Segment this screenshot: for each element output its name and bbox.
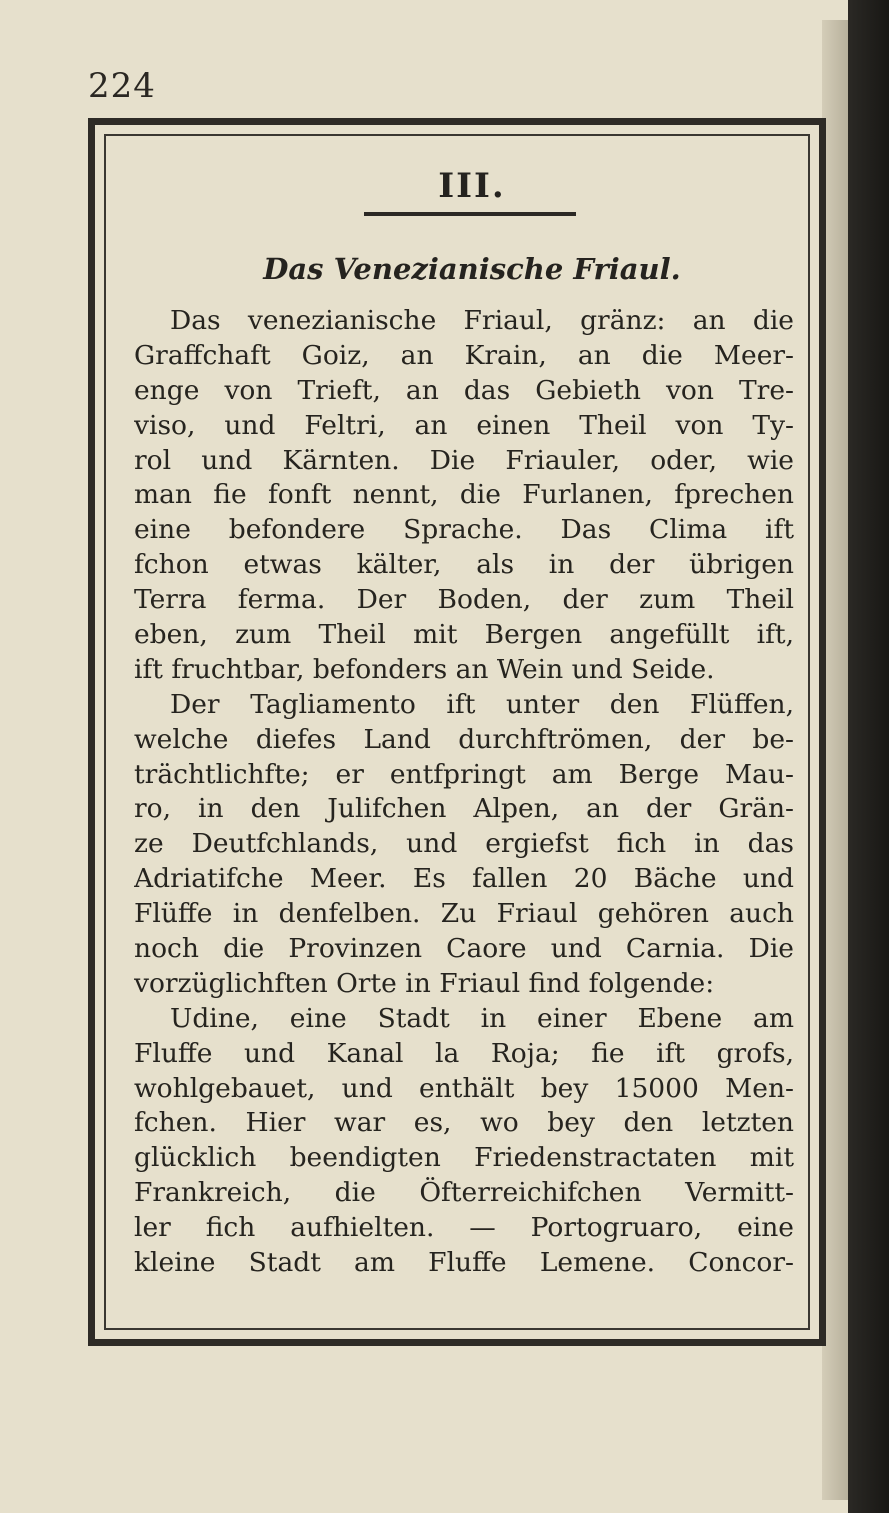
text-line: fchon etwas kälter, als in der übrigen bbox=[134, 549, 794, 581]
text-line: ift fruchtbar, befonders an Wein und Seide. bbox=[134, 653, 715, 685]
text-line: kleine Stadt am Fluffe Lemene. Concor- bbox=[134, 1247, 794, 1279]
text-line: noch die Provinzen Caore und Carnia. Die bbox=[134, 933, 794, 965]
text-line: enge von Trieft, an das Gebieth von Tre- bbox=[134, 374, 794, 406]
text-line: ler fich aufhielten. — Portogruaro, eine bbox=[134, 1212, 794, 1244]
text-line: glücklich beendigten Friedenstractaten mit bbox=[134, 1142, 794, 1174]
text-line: ro, in den Julifchen Alpen, an der Grän- bbox=[134, 793, 794, 825]
text-line: Das venezianische Friaul, gränz: an die bbox=[170, 305, 794, 336]
text-line: Graffchaft Goiz, an Krain, an die Meer- bbox=[134, 339, 794, 371]
text-line: man fie fonft nennt, die Furlanen, fprechen bbox=[134, 479, 794, 511]
title-rule bbox=[364, 212, 576, 216]
chapter-numeral: III. bbox=[438, 166, 506, 206]
text-line: ze Deutfchlands, und ergiefst fich in das bbox=[134, 828, 794, 860]
text-line: Fluffe und Kanal la Roja; fie ift grofs, bbox=[134, 1037, 794, 1069]
text-line: Udine, eine Stadt in einer Ebene am bbox=[170, 1002, 794, 1034]
text-line: vorzüglichften Orte in Friaul find folgende: bbox=[134, 967, 715, 999]
page-number: 224 bbox=[88, 66, 156, 106]
text-line: wohlgebauet, und enthält bey 15000 Men- bbox=[134, 1072, 794, 1104]
text-line: Terra ferma. Der Boden, der zum Theil bbox=[134, 584, 794, 616]
text-line: Flüffe in denfelben. Zu Friaul gehören auch bbox=[134, 898, 794, 930]
text-line: trächtlichfte; er entfpringt am Berge Mau- bbox=[134, 758, 794, 790]
text-line: viso, und Feltri, an einen Theil von Ty- bbox=[134, 409, 794, 441]
text-line: rol und Kärnten. Die Friauler, oder, wie bbox=[134, 444, 794, 476]
text-line: eben, zum Theil mit Bergen angefüllt ift, bbox=[134, 619, 794, 651]
text-line: Frankreich, die Öfterreichifchen Vermitt- bbox=[134, 1177, 794, 1209]
section-title: Das Venezianische Friaul. bbox=[263, 252, 681, 286]
book-spine bbox=[848, 0, 889, 1513]
text-line: eine befondere Sprache. Das Clima ift bbox=[134, 514, 794, 546]
body-text bbox=[134, 304, 794, 1281]
text-line: welche diefes Land durchftrömen, der be- bbox=[134, 723, 794, 755]
text-line: Adriatifche Meer. Es fallen 20 Bäche und bbox=[134, 863, 794, 895]
text-line: fchen. Hier war es, wo bey den letzten bbox=[134, 1107, 794, 1139]
text-line: Der Tagliamento ift unter den Flüffen, bbox=[170, 688, 794, 720]
